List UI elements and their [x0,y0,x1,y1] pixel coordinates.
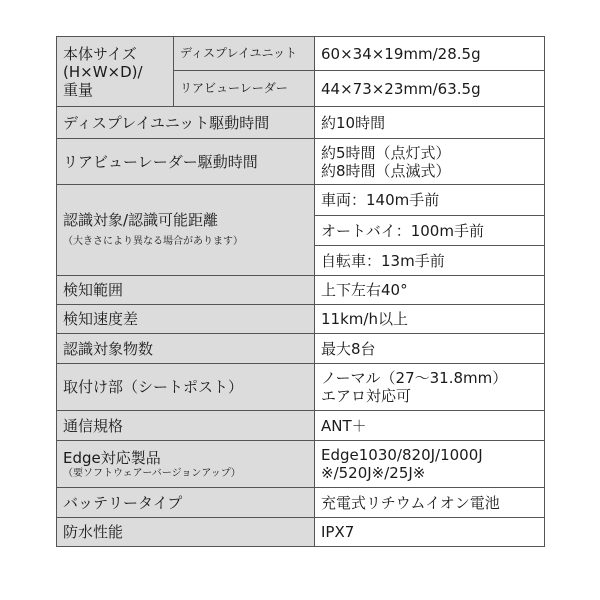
detection-range-label: 検知範囲 [57,276,315,305]
mount-value-line: エアロ対応可 [321,387,412,405]
mount-value-line: ノーマル（27～31.8mm） [321,369,508,387]
spec-row-battery [57,488,545,518]
detection-distance-title: 認識対象/認識可能距離 [63,211,219,229]
detection-distance-vehicle: 車両：140m手前 [315,185,545,216]
rear-radar-label: リアビューレーダー [174,71,315,107]
spec-row-speed-difference [57,305,545,334]
radar-runtime-value-line: 約8時間（点滅式） [321,161,451,180]
spec-row-radar-runtime [57,139,545,185]
detection-distance-label [57,185,315,276]
detection-distance-note: （大きさにより異なる場合があります） [63,236,243,247]
spec-row-size-weight [57,37,545,71]
spec-row-mount [57,364,545,411]
detection-range-value: 上下左右40° [315,276,545,305]
edge-products-value-line: Edge1030/820J/1000J [321,446,483,464]
detection-distance-bicycle: 自転車：13m手前 [315,246,545,276]
spec-row-waterproof [57,518,545,547]
edge-products-title: Edge対応製品 [63,448,161,467]
display-runtime-label: ディスプレイユニット駆動時間 [57,107,315,139]
spec-row-protocol [57,411,545,441]
object-count-label: 認識対象物数 [57,334,315,364]
radar-runtime-label: リアビューレーダー駆動時間 [57,139,315,185]
spec-row-display-runtime [57,107,545,139]
edge-products-value [315,441,545,488]
speed-difference-label: 検知速度差 [57,305,315,334]
protocol-label: 通信規格 [57,411,315,441]
spec-row-edge-products [57,441,545,488]
rear-radar-size-value: 44×73×23mm/63.5g [315,71,545,107]
mount-value [315,364,545,411]
edge-products-note: （要ソフトウェアーバージョンアップ） [63,467,241,479]
mount-label: 取付け部（シートポスト） [57,364,315,411]
spec-row-object-count [57,334,545,364]
display-runtime-value: 約10時間 [315,107,545,139]
display-unit-label: ディスプレイユニット [174,37,315,71]
waterproof-label: 防水性能 [57,518,315,547]
waterproof-value: IPX7 [315,518,545,547]
spec-row-detection-distance [57,185,545,216]
display-unit-size-value: 60×34×19mm/28.5g [315,37,545,71]
size-weight-label: 本体サイズ (H×W×D)/ 重量 [57,37,174,107]
spec-table [56,36,545,547]
edge-products-value-line: ※/520J※/25J※ [321,464,426,482]
protocol-value: ANT＋ [315,411,545,441]
battery-label: バッテリータイプ [57,488,315,518]
battery-value: 充電式リチウムイオン電池 [315,488,545,518]
detection-distance-motorcycle: オートバイ：100m手前 [315,216,545,246]
radar-runtime-value [315,139,545,185]
object-count-value: 最大8台 [315,334,545,364]
edge-products-label [57,441,315,488]
spec-row-detection-range [57,276,545,305]
radar-runtime-value-line: 約5時間（点灯式） [321,143,451,162]
speed-difference-value: 11km/h以上 [315,305,545,334]
